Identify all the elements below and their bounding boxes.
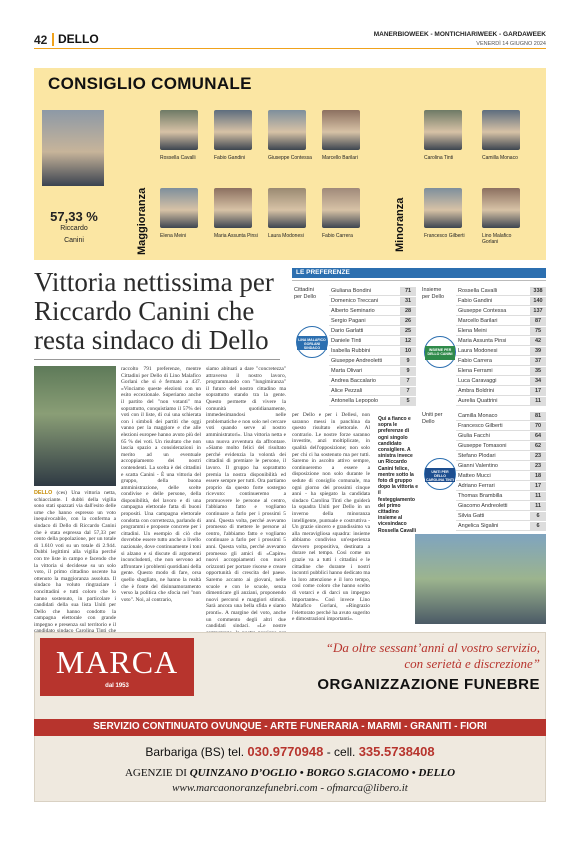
councillor-name: Marcello Barilari: [322, 155, 358, 161]
ad-services: SERVIZIO CONTINUATO OVUNQUE - ARTE FUNERARIA - MARMI - GRANITI - FIORI: [93, 721, 487, 732]
list2-label: Insieme per Dello: [422, 287, 445, 300]
preference-row: [329, 317, 416, 326]
candidate-name: Stefano Plodari: [458, 453, 496, 459]
preference-row: [456, 462, 546, 471]
candidate-name: Sergio Pagani: [331, 318, 366, 324]
candidate-votes: 71: [400, 287, 416, 296]
mayor-percentage: 57,33 %: [50, 209, 98, 224]
candidate-name: Camilla Monaco: [458, 413, 498, 419]
mayor-first-name: Riccardo: [60, 225, 88, 232]
councillor-photo: [214, 188, 252, 228]
section-title: DELLO: [58, 32, 99, 46]
councillor-photo: [322, 110, 360, 150]
candidate-votes: 87: [530, 317, 546, 326]
candidate-name: Isabella Rubbini: [331, 348, 371, 354]
candidate-votes: 28: [400, 307, 416, 316]
preference-row: [456, 297, 546, 306]
page-number: 42: [34, 33, 48, 47]
uniti-logo: UNITI PER DELLO CAROLINA TINTI: [424, 458, 456, 490]
candidate-votes: 9: [400, 367, 416, 376]
preference-row: [456, 397, 546, 406]
councillor-photo: [424, 110, 462, 150]
preferences-header: LE PREFERENZE: [292, 268, 546, 278]
preference-row: [456, 337, 546, 346]
ad-brand: MARCA: [55, 644, 179, 680]
candidate-votes: 23: [530, 462, 546, 471]
article-photo-canini: [34, 366, 116, 486]
candidate-votes: 70: [530, 422, 546, 431]
candidate-votes: 11: [530, 397, 546, 406]
candidate-name: Giuseppe Contessa: [458, 308, 507, 314]
councillor-photo: [160, 188, 198, 228]
majority-label: Maggioranza: [136, 187, 148, 255]
preference-row: [456, 367, 546, 376]
ad-since: dal 1953: [105, 683, 129, 689]
preference-row: [456, 307, 546, 316]
candidate-votes: 7: [400, 387, 416, 396]
article-column-4: per Dello e per i Dellesi, non saranno messi in panchina da questo risultato elettorale. Al contrario. Le nostre forze saranno investite, anzi moltiplicate, in qualità dell'opposizione; non solo per chi ci ha sostenuto ma per tutti. Saremo in ascolto attivo sempre, continueremo a essere a disposizione non solo durante le sedute di consiglio comunale, ma ogni giorno dei prossimi cinque anni - ha spiegato la candidata sindaco Carolina Tinti che guiderà la squadra Uniti per Dello in un inverno della minoranza intelligente, puntuale e costruttiva - Un grazie sincero e grandissimo va alla meravigliosa squadra: insieme abbiamo condiviso un'esperienza davvero propositiva, destinata a durare nel tempo. Così come un grazie va a tutti i cittadini e le cittadine che durante i nostri incontri pubblici hanno dedicato ma la loro attenzione e il loro tempo, così come coloro che hanno scelto di votarci e di darci un impegno importante». Così invece Lino Malafico Gorlani, «Ringrazio l'elettorato perché ha avuto sugerito e dimostrazioni importanti».: [292, 412, 370, 623]
candidate-name: Alberto Seminario: [331, 308, 375, 314]
preference-row: [329, 377, 416, 386]
councillor-photo: [268, 188, 306, 228]
minority-label: Minoranza: [394, 197, 406, 252]
publication-date: VENERDÌ 14 GIUGNO 2024: [476, 41, 546, 47]
list3-label: Uniti per Dello: [422, 412, 443, 425]
preference-row: [456, 317, 546, 326]
candidate-votes: 34: [530, 377, 546, 386]
candidate-name: Ambra Boldrini: [458, 388, 495, 394]
group-photo: [415, 534, 546, 624]
candidate-votes: 140: [530, 297, 546, 306]
mayor-last-name: Canini: [64, 237, 84, 244]
councillor-name: Camilla Monaco: [482, 155, 518, 161]
candidate-name: Laura Modonesi: [458, 348, 498, 354]
candidate-name: Fabio Gandini: [458, 298, 493, 304]
candidate-name: Antonella Lepopolo: [331, 398, 379, 404]
candidate-votes: 6: [530, 512, 546, 521]
councillor-name: Elena Meini: [160, 233, 187, 239]
header-divider: [52, 33, 54, 46]
candidate-name: Angelica Sigalini: [458, 523, 499, 529]
ad-organization: ORGANIZZAZIONE FUNEBRE: [317, 676, 540, 693]
candidate-votes: 17: [530, 482, 546, 491]
candidate-votes: 62: [530, 442, 546, 451]
publication-name: MANERBIOWEEK - MONTICHIARIWEEK - GARDAWEEK: [373, 31, 546, 38]
candidate-votes: 17: [530, 387, 546, 396]
candidate-name: Adriano Ferrari: [458, 483, 495, 489]
candidate-name: Elena Meini: [458, 328, 487, 334]
candidate-name: Gianni Valentino: [458, 463, 498, 469]
council-title: CONSIGLIO COMUNALE: [48, 74, 252, 93]
candidate-votes: 137: [530, 307, 546, 316]
candidate-votes: 23: [530, 452, 546, 461]
candidate-votes: 11: [530, 502, 546, 511]
preference-row: [456, 357, 546, 366]
preference-row: [456, 377, 546, 386]
councillor-photo: [482, 188, 520, 228]
preference-row: [456, 327, 546, 336]
headline-rule: [34, 359, 280, 360]
ad-phone: Barbariga (BS) tel. 030.9770948 - cell. 335.5738408: [145, 744, 435, 759]
councillor-name: Maria Assunta Pinsi: [214, 233, 258, 239]
candidate-name: Giulia Facchi: [458, 433, 490, 439]
article-text-1: (ces) Una vittoria netta, schiacciante. I dubbi della vigilia sono stati spazzati via dall'esito delle urne che hanno espresso un voto inequivocabile, con la conferma a sindaco di Dello di Riccardo Canini che è stata espressa dal 57,33 per cento della popolazione, per un totale di 1.610 voti su un totale di 2.944. Dubbi legittimi alla vigilia perché con tre liste in campo e facendo che la vittoria si decidesse su un solo voto, il primo cittadino uscente ha ottenuto la maggioranza assoluta. Il sindaco ha voluto ringraziare i concittadini e tutti coloro che lo hanno sostenuto, in particolare i candidati della sua lista Uniti per Dello che hanno condotto la campagna elettorale con grande impegno e presenza sul territorio e il: [34, 490, 116, 628]
candidate-votes: 12: [400, 337, 416, 346]
preference-row: [456, 502, 546, 511]
council-panel: [34, 68, 546, 260]
ad-agencies: AGENZIE DI QUINZANO D’OGLIO • BORGO S.GIACOMO • DELLO: [124, 767, 456, 779]
councillor-photo: [424, 188, 462, 228]
candidate-votes: 81: [530, 412, 546, 421]
preference-row: [329, 397, 416, 406]
candidate-name: Maria Assunta Pinsi: [458, 338, 507, 344]
candidate-name: Elena Ferrami: [458, 368, 493, 374]
candidate-votes: 11: [530, 492, 546, 501]
candidate-name: Matteo Mucci: [458, 473, 491, 479]
councillor-name: Carolina Tinti: [424, 155, 454, 161]
councillor-photo: [160, 110, 198, 150]
preference-row: [456, 412, 546, 421]
councillor-name: Giuseppe Contessa: [268, 155, 312, 161]
candidate-name: Daniele Tinti: [331, 338, 362, 344]
councillor-photo: [482, 110, 520, 150]
candidate-votes: 10: [400, 347, 416, 356]
preference-row: [329, 327, 416, 336]
preference-row: [329, 337, 416, 346]
list1-label: Cittadini per Dello: [294, 287, 317, 300]
preference-row: [456, 492, 546, 501]
candidate-votes: 75: [530, 327, 546, 336]
preference-row: [456, 452, 546, 461]
candidate-name: Fabio Carrera: [458, 358, 492, 364]
candidate-votes: 26: [400, 317, 416, 326]
candidate-name: Marta Olivari: [331, 368, 363, 374]
ad-website: www.marcaonoranzefunebri.com - ofmarca@libero.it: [172, 782, 408, 794]
candidate-votes: 25: [400, 327, 416, 336]
candidate-name: Giuliana Bondini: [331, 288, 372, 294]
candidate-votes: 39: [530, 347, 546, 356]
candidate-votes: 35: [530, 367, 546, 376]
candidate-name: Dario Garlatti: [331, 328, 364, 334]
councillor-name: Fabio Gandini: [214, 155, 246, 161]
preference-row: [456, 482, 546, 491]
candidate-name: Giuseppe Tomasoni: [458, 443, 507, 449]
preference-row: [329, 307, 416, 316]
candidate-votes: 31: [400, 297, 416, 306]
ad-slogan: “Da oltre sessant’anni al vostro servizio, con serietà e discrezione”: [325, 640, 540, 671]
preference-row: [329, 367, 416, 376]
candidate-votes: 37: [530, 357, 546, 366]
candidate-votes: 18: [530, 472, 546, 481]
candidate-name: Alice Pezzali: [331, 388, 363, 394]
preference-row: [329, 357, 416, 366]
candidate-name: Thomas Brambilla: [458, 493, 503, 499]
candidate-name: Giacomo Andreoletti: [458, 503, 508, 509]
preference-row: [456, 472, 546, 481]
preference-row: [456, 422, 546, 431]
candidate-name: Domenico Treccani: [331, 298, 379, 304]
insieme-logo: INSIEME PER DELLO CANINI: [424, 336, 456, 368]
councillor-photo: [268, 110, 306, 150]
candidate-name: Aurelia Quattrini: [458, 398, 498, 404]
preference-row: [456, 287, 546, 296]
candidate-votes: 338: [530, 287, 546, 296]
candidate-votes: 64: [530, 432, 546, 441]
article-headline: Vittoria nettissima per Riccardo Canini che resta sindaco di Dello: [34, 267, 274, 355]
preference-row: [329, 387, 416, 396]
candidate-name: Andrea Baccalario: [331, 378, 376, 384]
candidate-votes: 5: [400, 397, 416, 406]
councillor-photo: [214, 110, 252, 150]
preference-row: [456, 432, 546, 441]
article-dateline: DELLO: [34, 490, 53, 496]
header-rule: [34, 48, 546, 49]
councillor-name: Laura Modonesi: [268, 233, 304, 239]
candidate-votes: 42: [530, 337, 546, 346]
candidate-votes: 9: [400, 357, 416, 366]
preference-row: [456, 347, 546, 356]
councillor-name: Rossella Cavalli: [160, 155, 196, 161]
candidate-name: Francesco Gilberti: [458, 423, 503, 429]
candidate-votes: 6: [530, 522, 546, 531]
preferences-rule: [292, 280, 546, 281]
candidate-name: Luca Caravaggi: [458, 378, 497, 384]
preference-row: [329, 347, 416, 356]
preference-row: [329, 287, 416, 296]
preference-row: [329, 297, 416, 306]
article-column-3: siamo abituati a dare "concretezza" attraverso il nostro lavoro, programmando con "lungimiranza" il futuro del nostro cittadino ma soprattutto stando tra la gente. Questo permette di vivere la comunità quotidianamente, immedesimandosi nelle problematiche e non solo nel cercare voti quando serve al nostro amministratori». Una vittoria netta e una nuova avventura da affrontare. «Siamo molto felici del risultato perché evidenzia la volontà dei cittadini di premiare le persone, il lavoro. Il gruppo ha soprattutto premia la nostra disponibilità ed essere sempre per tutti. Ora partiamo proprio da questo forte sostegno ricevuto: continueremo a promuovere le persone al centro, l'abbiamo fatto e vogliamo continuare a farlo per i prossimi 5 anni. Questa volta, perché avevamo promesso di mettere le persone al centro, l'abbiamo fatto e vogliamo continuare a farlo per i prossimi 5 anni. Questa volta, perché avevamo promesso gli amici di «Capire» nuovi accoppiamenti con nuovi orizzonti per portare risorse e creare opportunità di crescita del paese. Saremo accanto ai giovani, nelle scuole e con le scuole, senza dimenticare gli anziani, proponendo nuovi percorsi e maggiori stimoli. Sarà ancora una bella sfida e siamo pronti». A margine del voto, anche un commento degli altri due candidati sindaci. «Le nostre: [206, 366, 286, 630]
councillor-photo: [322, 188, 360, 228]
photo-caption: Qui a fianco e sopra le preferenze di ogni singolo candidato consigliere. A sinistra invece un Riccardo Canini felice, mentre sotto la foto di gruppo dopo la vittoria e il festeggiamento del primo cittadino insieme al vicesindaco Rossella Cavalli: [378, 416, 419, 534]
candidate-name: Giuseppe Andreoletti: [331, 358, 383, 364]
mayor-photo: [42, 110, 104, 186]
candidate-name: Rossella Cavalli: [458, 288, 498, 294]
preference-row: [456, 512, 546, 521]
cittadini-logo: LINA MALAFICO GORLANI SINDACO: [296, 326, 328, 358]
candidate-name: Silvia Gatti: [458, 513, 485, 519]
candidate-name: Marcello Barilari: [458, 318, 498, 324]
article-column-1: [34, 490, 116, 626]
councillor-name: Lino Malafico Gorlani: [482, 233, 512, 245]
preference-row: [456, 442, 546, 451]
councillor-name: Francesco Gilberti: [424, 233, 465, 239]
councillor-name: Fabio Carrera: [322, 233, 353, 239]
preference-row: [456, 387, 546, 396]
article-column-2: raccolto 791 preferenze, mentre Cittadini per Dello di Lino Malafico Gorlani che si è fermato a 437. «Vinciamo queste elezioni con un esito eccezionale. Superiamo anche il partito del "non votanti" ma soprattutto, conquistiamo il 57% dei voti con il liste, di cui una schierata con i simboli dei partiti che oggi vanno per la maggiore e che alle elezioni europee hanno avuto più del 65 % dei voti. Un risultato che non lascia spazio a considerazioni in merito ad un eventuale accoppiamento dei nostri contendenti. La scelta è dei cittadini e scatta Canini - È una vittoria del gruppo, della buona amministrazione, delle scelte condivise e delle persone, della disponibilità, del lavoro e di una campagna elettorale fatta di buoni propositi. Una campagna elettorale condotta con correttezza, parlando di programmi e proposte concrete per i cittadini. Un esempio di ciò che dovrebbe essere tutto anche a livello nazionale, dove continuamente i toni si alzano e si discute di argomenti inconcludenti, che non servono ad affrontare i problemi quotidiani della gente. Questo modo di fare, orsa quello sbagliato, ne hanno la realtà che è fonte del disinnamoramento verso la politica che sfocia nel "non voto". Noi, al contrario,: [121, 366, 201, 603]
preference-row: [456, 522, 546, 531]
candidate-votes: 7: [400, 377, 416, 386]
